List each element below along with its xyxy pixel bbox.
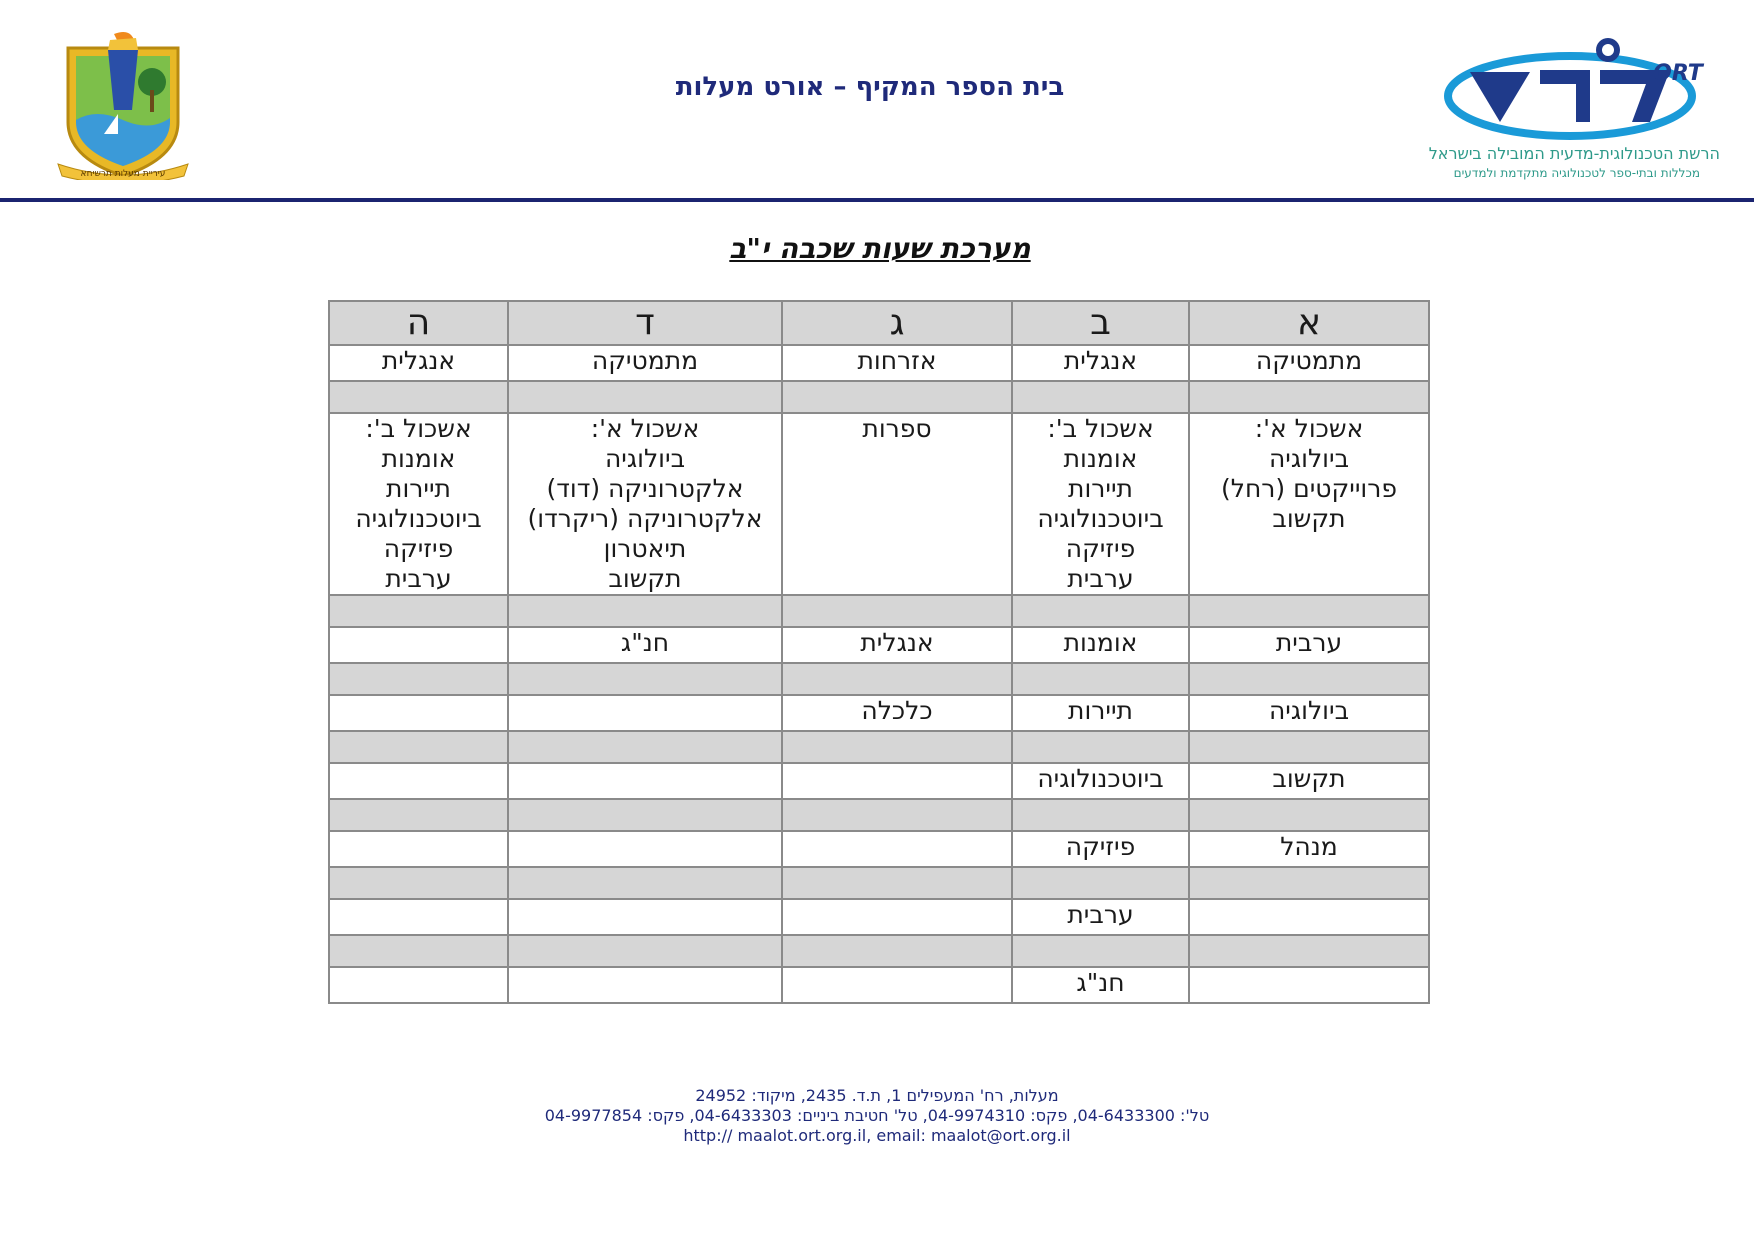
schedule-cell bbox=[1189, 899, 1429, 935]
schedule-cell bbox=[508, 967, 782, 1003]
subject-line: אומנות bbox=[1063, 444, 1138, 473]
schedule-cell bbox=[782, 413, 1012, 595]
page-title: מערכת שעות שכבה י"ב bbox=[729, 232, 1031, 265]
footer-address: מעלות, רח' המעפילים 1, ת.ד. 2435, מיקוד: 24952 bbox=[695, 1086, 1059, 1105]
schedule-body bbox=[329, 345, 1429, 1003]
break-row bbox=[329, 595, 1429, 627]
subject-line: אזרחות bbox=[857, 346, 937, 375]
schedule-cell bbox=[1189, 627, 1429, 663]
break-cell bbox=[1012, 663, 1189, 695]
break-row bbox=[329, 799, 1429, 831]
subject-line: תיירות bbox=[1068, 474, 1133, 503]
footer-web: http:// maalot.ort.org.il, email: maalot@ort.org.il bbox=[683, 1126, 1071, 1145]
subject-line: אלקטרוניקה (ריקרדו) bbox=[527, 504, 763, 533]
schedule-cell bbox=[329, 345, 508, 381]
schedule-cell bbox=[782, 695, 1012, 731]
break-row bbox=[329, 867, 1429, 899]
schedule-cell bbox=[1189, 831, 1429, 867]
subject-line: חנ"ג bbox=[1076, 968, 1125, 997]
schedule-cell bbox=[508, 831, 782, 867]
break-cell bbox=[329, 731, 508, 763]
schedule-cell bbox=[329, 899, 508, 935]
subject-line: מתמטיקה bbox=[591, 346, 699, 375]
schedule-cell bbox=[329, 695, 508, 731]
schedule-cell bbox=[508, 627, 782, 663]
break-cell bbox=[508, 663, 782, 695]
subject-line: ביולוגיה bbox=[1268, 696, 1350, 725]
break-row bbox=[329, 381, 1429, 413]
subject-line: ביוטכנולוגיה bbox=[1037, 504, 1164, 533]
break-cell bbox=[1012, 381, 1189, 413]
schedule-cell bbox=[1012, 627, 1189, 663]
header-divider bbox=[0, 198, 1754, 202]
schedule-cell bbox=[508, 345, 782, 381]
break-cell bbox=[1012, 595, 1189, 627]
subject-line: כלכלה bbox=[861, 696, 933, 725]
schedule-cell bbox=[1189, 763, 1429, 799]
break-cell bbox=[508, 867, 782, 899]
subject-line: אשכול ב': bbox=[365, 414, 472, 443]
day-header: ד bbox=[508, 301, 782, 345]
subject-line: אומנות bbox=[1063, 628, 1138, 657]
schedule-cell bbox=[782, 627, 1012, 663]
schedule-cell bbox=[1012, 899, 1189, 935]
ort-tagline: הרשת הטכנולוגית-מדעית המובילה בישראל bbox=[1428, 144, 1720, 163]
ort-subtagline: מכללות ובתי-ספר לטכנולוגיה מתקדמת ולמדעים bbox=[1453, 166, 1700, 180]
schedule-cell bbox=[1012, 695, 1189, 731]
day-header: ה bbox=[329, 301, 508, 345]
break-cell bbox=[1189, 799, 1429, 831]
subject-line: אנגלית bbox=[381, 346, 456, 375]
ort-logo-icon bbox=[1440, 36, 1720, 146]
subject-line: ביוטכנולוגיה bbox=[1037, 764, 1164, 793]
svg-text:עיריית מעלות תרשיחא: עיריית מעלות תרשיחא bbox=[80, 169, 166, 179]
schedule-row bbox=[329, 763, 1429, 799]
break-cell bbox=[1012, 731, 1189, 763]
break-cell bbox=[782, 867, 1012, 899]
schedule-cell bbox=[329, 413, 508, 595]
break-cell bbox=[1189, 381, 1429, 413]
svg-text:ORT: ORT bbox=[1653, 61, 1703, 86]
subject-line: פרוייקטים (רחל) bbox=[1221, 474, 1397, 503]
subject-line: תקשוב bbox=[1272, 764, 1346, 793]
schedule-cell bbox=[508, 413, 782, 595]
schedule-cell bbox=[329, 627, 508, 663]
break-cell bbox=[508, 935, 782, 967]
subject-line: אלקטרוניקה (דוד) bbox=[546, 474, 744, 503]
footer-phones: טל': 04-6433300, פקס: 04-9974310, טל' חטיבת ביניים: 04-6433303, פקס: 04-9977854 bbox=[544, 1106, 1210, 1125]
subject-line: פיזיקה bbox=[1065, 832, 1136, 861]
subject-line: ערבית bbox=[385, 564, 452, 593]
schedule-cell bbox=[1189, 413, 1429, 595]
subject-line: תיירות bbox=[1068, 696, 1133, 725]
subject-line: אשכול א': bbox=[590, 414, 700, 443]
page-footer bbox=[400, 1086, 1354, 1146]
break-cell bbox=[1012, 799, 1189, 831]
break-cell bbox=[329, 663, 508, 695]
schedule-cell bbox=[1012, 413, 1189, 595]
break-row bbox=[329, 663, 1429, 695]
subject-line: ערבית bbox=[1067, 900, 1134, 929]
subject-line: אנגלית bbox=[860, 628, 934, 657]
break-cell bbox=[782, 731, 1012, 763]
schedule-cell bbox=[782, 899, 1012, 935]
city-emblem-icon bbox=[56, 30, 190, 180]
subject-line: ביולוגיה bbox=[604, 444, 686, 473]
schedule-cell bbox=[508, 763, 782, 799]
subject-line: ערבית bbox=[1275, 628, 1343, 657]
break-cell bbox=[508, 731, 782, 763]
schedule-cell bbox=[782, 831, 1012, 867]
page-header bbox=[0, 0, 1754, 204]
schedule-cell bbox=[782, 967, 1012, 1003]
break-cell bbox=[1189, 867, 1429, 899]
schedule-cell bbox=[329, 763, 508, 799]
subject-line: ביולוגיה bbox=[1268, 444, 1350, 473]
subject-line: תקשוב bbox=[1272, 504, 1346, 533]
break-cell bbox=[329, 799, 508, 831]
subject-line: אשכול ב': bbox=[1047, 414, 1154, 443]
break-cell bbox=[782, 663, 1012, 695]
schedule-cell bbox=[329, 967, 508, 1003]
subject-line: פיזיקה bbox=[383, 534, 454, 563]
subject-line: אומנות bbox=[381, 444, 456, 473]
schedule-cell bbox=[508, 695, 782, 731]
schedule-row bbox=[329, 831, 1429, 867]
break-cell bbox=[508, 799, 782, 831]
subject-line: פיזיקה bbox=[1065, 534, 1136, 563]
schedule-cell bbox=[1189, 695, 1429, 731]
schedule-row bbox=[329, 627, 1429, 663]
schedule-cell bbox=[1189, 345, 1429, 381]
break-cell bbox=[329, 595, 508, 627]
break-cell bbox=[782, 381, 1012, 413]
break-cell bbox=[1189, 595, 1429, 627]
schedule-cell bbox=[329, 831, 508, 867]
break-cell bbox=[508, 381, 782, 413]
subject-line: מתמטיקה bbox=[1255, 346, 1363, 375]
schedule-row bbox=[329, 899, 1429, 935]
schedule-row bbox=[329, 413, 1429, 595]
schedule-cell bbox=[1012, 763, 1189, 799]
schedule-row bbox=[329, 695, 1429, 731]
school-name: בית הספר המקיף – אורט מעלות bbox=[675, 72, 1065, 102]
break-cell bbox=[329, 867, 508, 899]
subject-line: ערבית bbox=[1067, 564, 1134, 593]
break-cell bbox=[1189, 731, 1429, 763]
subject-line: תקשוב bbox=[608, 564, 682, 593]
day-header: ב bbox=[1012, 301, 1189, 345]
break-cell bbox=[782, 595, 1012, 627]
break-cell bbox=[1012, 935, 1189, 967]
break-cell bbox=[782, 799, 1012, 831]
break-row bbox=[329, 731, 1429, 763]
schedule-row bbox=[329, 967, 1429, 1003]
schedule-cell bbox=[1012, 831, 1189, 867]
schedule-cell bbox=[782, 345, 1012, 381]
subject-line: תיאטרון bbox=[603, 534, 687, 563]
schedule-row bbox=[329, 345, 1429, 381]
schedule-cell bbox=[1012, 967, 1189, 1003]
schedule-cell bbox=[1189, 967, 1429, 1003]
subject-line: ביוטכנולוגיה bbox=[355, 504, 482, 533]
schedule-cell bbox=[782, 763, 1012, 799]
day-header-row bbox=[329, 301, 1429, 345]
break-cell bbox=[1012, 867, 1189, 899]
break-row bbox=[329, 935, 1429, 967]
subject-line: ספרות bbox=[862, 414, 932, 443]
day-header: ג bbox=[782, 301, 1012, 345]
break-cell bbox=[508, 595, 782, 627]
day-header: א bbox=[1189, 301, 1429, 345]
break-cell bbox=[1189, 663, 1429, 695]
subject-line: אשכול א': bbox=[1254, 414, 1364, 443]
break-cell bbox=[1189, 935, 1429, 967]
schedule-table bbox=[328, 300, 1430, 1004]
schedule-cell bbox=[1012, 345, 1189, 381]
subject-line: מנהל bbox=[1280, 832, 1338, 861]
schedule-cell bbox=[508, 899, 782, 935]
subject-line: חנ"ג bbox=[620, 628, 670, 657]
break-cell bbox=[329, 381, 508, 413]
subject-line: אנגלית bbox=[1063, 346, 1138, 375]
break-cell bbox=[329, 935, 508, 967]
break-cell bbox=[782, 935, 1012, 967]
subject-line: תיירות bbox=[386, 474, 451, 503]
